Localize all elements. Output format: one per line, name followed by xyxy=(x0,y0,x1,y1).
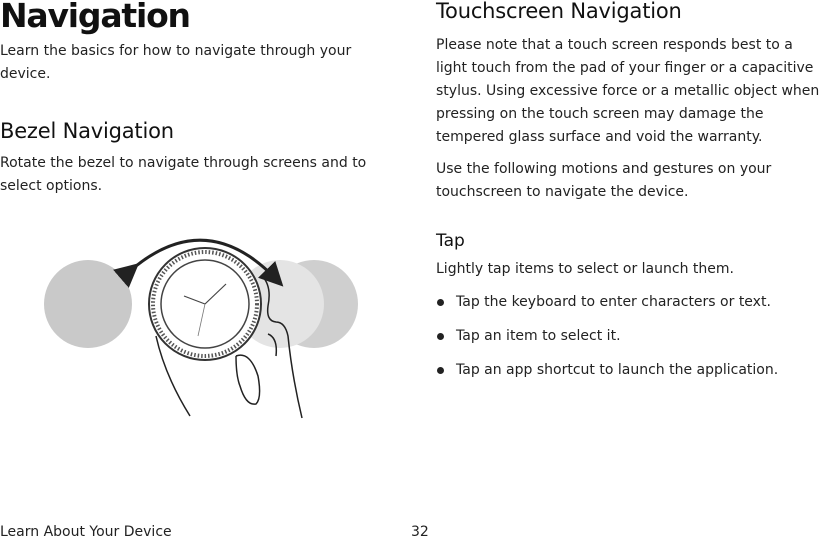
hand-rotating-watch-bezel-illustration xyxy=(40,226,370,426)
list-item: Tap an app shortcut to launch the application. xyxy=(436,359,816,393)
tap-body: Lightly tap items to select or launch them. xyxy=(436,261,734,277)
page-number: 32 xyxy=(411,524,429,540)
bullet-icon xyxy=(437,367,444,374)
bullet-icon xyxy=(437,333,444,340)
footer-section: Learn About Your Device xyxy=(0,524,172,540)
tap-bullet-list xyxy=(436,291,816,393)
touchscreen-para2: Use the following motions and gestures on your touchscreen to navigate the device. xyxy=(436,161,772,200)
bullet-icon xyxy=(437,299,444,306)
screen-left xyxy=(44,260,132,348)
page-intro: Learn the basics for how to navigate through your device. xyxy=(0,43,352,82)
list-item: Tap the keyboard to enter characters or text. xyxy=(436,291,816,325)
bezel-body: Rotate the bezel to navigate through screens and to select options. xyxy=(0,155,367,194)
list-item: Tap an item to select it. xyxy=(436,325,816,359)
bezel-heading: Bezel Navigation xyxy=(0,119,174,143)
touchscreen-para1: Please note that a touch screen responds best to a light touch from the pad of your finger or a capacitive stylus. Using excessive force or a metallic object when pressing on the touch screen may damage the tempered glass surface and void the warranty. xyxy=(436,37,820,145)
page-title: Navigation xyxy=(0,0,190,35)
touchscreen-heading: Touchscreen Navigation xyxy=(436,0,682,23)
tap-heading: Tap xyxy=(436,231,465,251)
